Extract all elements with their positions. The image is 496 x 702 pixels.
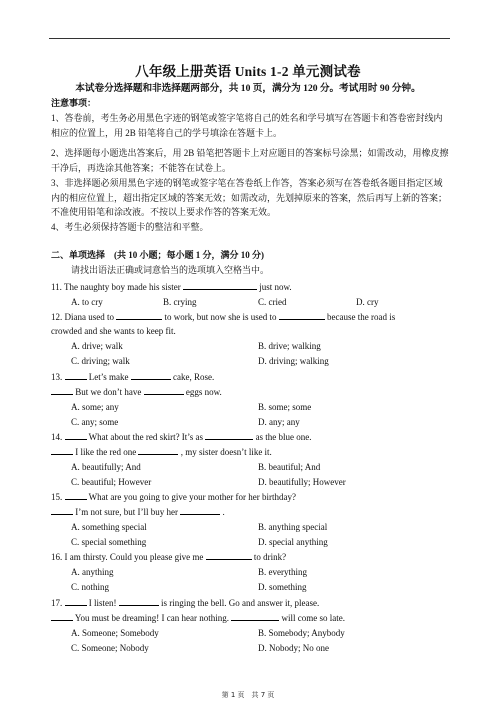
- q14-option-a: A. beautifully; And: [71, 462, 141, 472]
- q11-stem: 11. The naughty boy made his sister: [51, 282, 181, 292]
- dialogue-dash: [65, 435, 87, 440]
- question-16: [51, 551, 286, 563]
- q11-option-d: D. cry: [356, 297, 379, 307]
- page-number: 第 1 页 共 7 页: [221, 691, 275, 699]
- q16-option-b: B. everything: [258, 567, 307, 577]
- q15-option-d: D. special anything: [258, 537, 328, 547]
- q11-option-a: A. to cry: [71, 297, 103, 307]
- q16-option-c: C. nothing: [71, 582, 110, 592]
- q15-option-c: C. special something: [71, 537, 147, 547]
- answer-blank: [138, 446, 178, 455]
- answer-blank: [144, 386, 184, 395]
- q16-option-a: A. anything: [71, 567, 114, 577]
- q15-reply-2: .: [222, 507, 225, 517]
- q16-stem-end: to drink?: [253, 552, 287, 562]
- q12-option-a: A. drive; walk: [71, 341, 123, 351]
- question-12: [51, 311, 450, 323]
- question-17: [51, 597, 319, 609]
- q14-stem-1: What about the red skirt? It’s as: [88, 432, 204, 442]
- dialogue-dash: [65, 601, 87, 606]
- q13-stem-1: Let’s make: [88, 372, 129, 382]
- q12-option-d: D. driving; walking: [258, 356, 329, 366]
- q11-option-b: B. crying: [163, 297, 197, 307]
- answer-blank: [116, 311, 162, 320]
- q13-reply-2: eggs now.: [185, 387, 222, 397]
- q14-number: 14.: [51, 432, 63, 442]
- q13-option-d: D. any; any: [258, 417, 300, 427]
- dialogue-dash: [65, 495, 87, 500]
- q15-reply-1: I’m not sure, but I’ll buy her: [75, 507, 178, 517]
- note-item-3: 3、非选择题必须用黑色字迹的钢笔或签字笔在答卷纸上作答，答案必须写在答卷纸各题目指定区域内的相应位置上，超出指定区域的答案无效；如需改动，先划掉原来的答案，然后再写上新的答案；不准使用铅笔和涂改液。不按以上要求作答的答案无效。: [51, 178, 448, 217]
- dialogue-dash: [51, 616, 73, 621]
- q17-number: 17.: [51, 598, 63, 608]
- answer-blank: [279, 311, 325, 320]
- note-item-2: 2、选择题每小题选出答案后，用 2B 铅笔把答题卡上对应题目的答案标号涂黑；如需改动，用橡皮擦干净后，再选涂其他答案；不能答在试卷上。: [51, 148, 449, 173]
- question-15: [51, 491, 296, 503]
- question-14: [51, 431, 312, 443]
- q14-reply-1: I like the red one: [75, 447, 137, 457]
- q14-reply: [51, 446, 272, 458]
- answer-blank: [131, 371, 171, 380]
- q13-option-b: B. some; some: [258, 402, 312, 412]
- notes-heading: 注意事项：: [51, 98, 97, 108]
- q13-number: 13.: [51, 372, 63, 382]
- page-title: 八年级上册英语 Units 1-2 单元测试卷: [135, 64, 361, 79]
- q17-stem-1: I listen!: [88, 598, 117, 608]
- dialogue-dash: [65, 375, 87, 380]
- dialogue-dash: [51, 510, 73, 515]
- section-instruction: 请找出语法正确或词意恰当的选项填入空格当中。: [71, 265, 270, 275]
- header-rule: [49, 38, 450, 39]
- q15-number: 15.: [51, 492, 63, 502]
- answer-blank: [119, 597, 159, 606]
- answer-blank: [180, 506, 220, 515]
- q13-option-a: A. some; any: [71, 402, 119, 412]
- q12-stem-2: to work, but now she is used to: [164, 312, 277, 322]
- q14-option-b: B. beautiful; And: [258, 462, 321, 472]
- answer-blank: [206, 551, 252, 560]
- q14-reply-2: , my sister doesn’t like it.: [180, 447, 272, 457]
- q17-reply-1: You must be dreaming! I can hear nothing.: [74, 613, 229, 623]
- q14-option-c: C. beautiful; However: [71, 477, 152, 487]
- q15-option-a: A. something special: [71, 522, 147, 532]
- question-13: [51, 371, 214, 383]
- note-item-4: 4、考生必须保持答题卡的整洁和平整。: [51, 222, 209, 232]
- q16-stem: 16. I am thirsty. Could you please give me: [51, 552, 204, 562]
- q16-option-d: D. something: [258, 582, 307, 592]
- q13-option-c: C. any; some: [71, 417, 119, 427]
- q11-option-c: C. cried: [258, 297, 287, 307]
- q17-option-d: D. Nobody; No one: [258, 643, 329, 653]
- q12-option-b: B. drive; walking: [258, 341, 321, 351]
- q13-reply: [51, 386, 222, 398]
- dialogue-dash: [51, 450, 73, 455]
- q15-stem: What are you going to give your mother for her birthday?: [88, 492, 297, 502]
- section-heading: 二、单项选择 (共 10 小题；每小题 1 分，满分 10 分): [51, 250, 264, 260]
- q17-reply-2: will come so late.: [281, 613, 345, 623]
- q17-option-b: B. Somebody; Anybody: [258, 628, 345, 638]
- q17-option-c: C. Someone; Nobody: [71, 643, 149, 653]
- question-11: [51, 281, 292, 293]
- q12-option-c: C. driving; walk: [71, 356, 130, 366]
- q15-reply: [51, 506, 225, 518]
- q12-stem-3: because the road is: [327, 312, 396, 322]
- q13-reply-1: But we don’t have: [75, 387, 142, 397]
- q17-stem-2: is ringing the bell. Go and answer it, please.: [161, 598, 320, 608]
- q15-option-b: B. anything special: [258, 522, 328, 532]
- answer-blank: [231, 612, 279, 621]
- q12-stem-1: 12. Diana used to: [51, 312, 114, 322]
- q14-option-d: D. beautifully; However: [258, 477, 346, 487]
- q17-option-a: A. Someone; Somebody: [71, 628, 159, 638]
- answer-blank: [183, 281, 257, 290]
- exam-info: 本试卷分选择题和非选择题两部分，共 10 页，满分为 120 分。考试用时 90 分钟。: [75, 83, 421, 94]
- q14-stem-2: as the blue one.: [255, 432, 312, 442]
- q11-stem-end: just now.: [259, 282, 292, 292]
- q13-stem-2: cake, Rose.: [173, 372, 215, 382]
- dialogue-dash: [51, 390, 73, 395]
- answer-blank: [205, 431, 253, 440]
- note-item-1: 1、答卷前，考生务必用黑色字迹的钢笔或签字笔将自己的姓名和学号填写在答题卡和答卷密封线内相应的位置上，用 2B 铅笔将自己的学号填涂在答题卡上。: [51, 113, 443, 138]
- q17-reply: [51, 612, 345, 624]
- q12-stem-cont: crowded and she wants to keep fit.: [51, 326, 176, 336]
